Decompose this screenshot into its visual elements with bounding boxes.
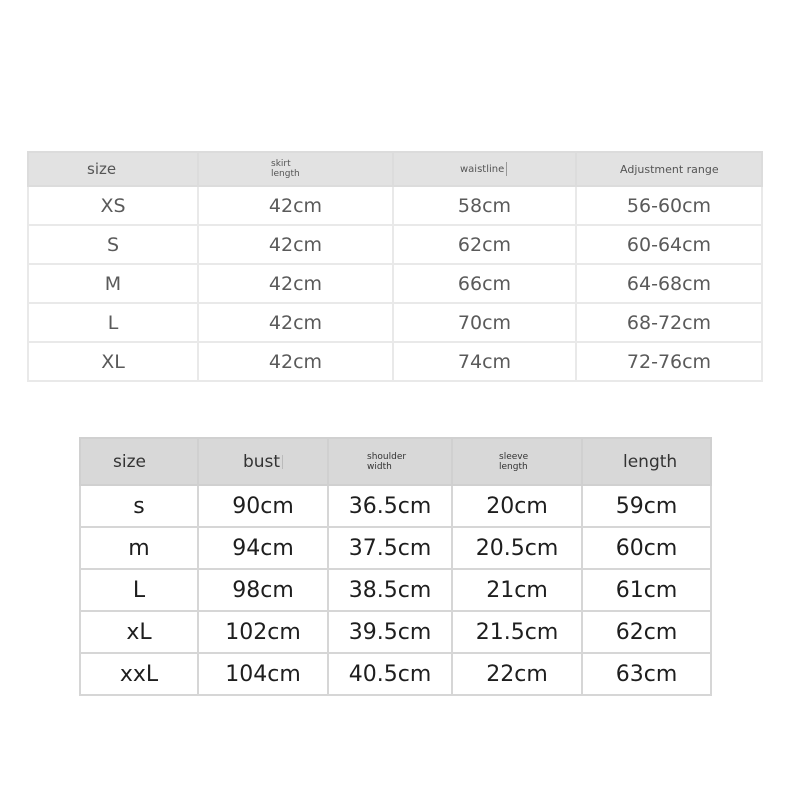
table-row — [80, 485, 711, 527]
table-row — [28, 303, 762, 342]
measurement-cell: 42cm — [198, 264, 393, 303]
header-skirt-length-line1: skirt — [271, 159, 291, 169]
size-cell: L — [28, 303, 198, 342]
size-cell: L — [80, 569, 198, 611]
size-cell: S — [28, 225, 198, 264]
measurement-cell: 36.5cm — [328, 485, 452, 527]
measurement-cell: 42cm — [198, 186, 393, 225]
measurement-cell: 59cm — [582, 485, 711, 527]
measurement-cell: 38.5cm — [328, 569, 452, 611]
text-cursor-mark — [506, 162, 507, 176]
table-row — [28, 225, 762, 264]
size-cell: XL — [28, 342, 198, 381]
header-size: size — [28, 152, 198, 186]
measurement-cell: 104cm — [198, 653, 328, 695]
measurement-cell: 102cm — [198, 611, 328, 653]
header-sleeve-length-line2: length — [499, 461, 528, 472]
measurement-cell: 64-68cm — [576, 264, 762, 303]
measurement-cell: 37.5cm — [328, 527, 452, 569]
header-sleeve-length-line1: sleeve — [499, 451, 529, 462]
header-bust-label: bust — [242, 451, 281, 472]
size-cell: XS — [28, 186, 198, 225]
measurement-cell: 20cm — [452, 485, 582, 527]
table-row — [28, 186, 762, 225]
size-cell: m — [80, 527, 198, 569]
measurement-cell: 60-64cm — [576, 225, 762, 264]
measurement-cell: 56-60cm — [576, 186, 762, 225]
measurement-cell: 22cm — [452, 653, 582, 695]
measurement-cell: 62cm — [393, 225, 576, 264]
measurement-cell: 42cm — [198, 342, 393, 381]
measurement-cell: 39.5cm — [328, 611, 452, 653]
size-cell: s — [80, 485, 198, 527]
header-length: length — [582, 438, 711, 485]
text-cursor-mark — [282, 455, 283, 469]
header-skirt-length-line2: length — [271, 169, 300, 179]
size-cell: M — [28, 264, 198, 303]
header-shoulder-width-line1: shoulder — [367, 451, 407, 462]
size-cell: xxL — [80, 653, 198, 695]
measurement-cell: 94cm — [198, 527, 328, 569]
measurement-cell: 40.5cm — [328, 653, 452, 695]
table-header-row — [80, 438, 711, 485]
table-row — [28, 264, 762, 303]
header-sleeve-length — [452, 438, 582, 485]
measurement-cell: 60cm — [582, 527, 711, 569]
header-adjustment-range: Adjustment range — [576, 152, 762, 186]
measurement-cell: 98cm — [198, 569, 328, 611]
measurement-cell: 20.5cm — [452, 527, 582, 569]
measurement-cell: 62cm — [582, 611, 711, 653]
header-waistline — [393, 152, 576, 186]
measurement-cell: 74cm — [393, 342, 576, 381]
table-row — [28, 342, 762, 381]
table-row — [80, 569, 711, 611]
measurement-cell: 42cm — [198, 303, 393, 342]
size-cell: xL — [80, 611, 198, 653]
measurement-cell: 90cm — [198, 485, 328, 527]
header-waistline-label: waistline — [460, 164, 505, 175]
top-size-table — [79, 437, 712, 696]
measurement-cell: 58cm — [393, 186, 576, 225]
header-size: size — [80, 438, 198, 485]
table-header-row — [28, 152, 762, 186]
measurement-cell: 70cm — [393, 303, 576, 342]
measurement-cell: 63cm — [582, 653, 711, 695]
measurement-cell: 21.5cm — [452, 611, 582, 653]
header-bust — [198, 438, 328, 485]
measurement-cell: 68-72cm — [576, 303, 762, 342]
table-row — [80, 611, 711, 653]
measurement-cell: 42cm — [198, 225, 393, 264]
table-row — [80, 527, 711, 569]
measurement-cell: 66cm — [393, 264, 576, 303]
measurement-cell: 72-76cm — [576, 342, 762, 381]
measurement-cell: 61cm — [582, 569, 711, 611]
header-shoulder-width-line2: width — [367, 461, 392, 472]
header-shoulder-width — [328, 438, 452, 485]
header-skirt-length — [198, 152, 393, 186]
skirt-size-table — [27, 151, 763, 382]
table-row — [80, 653, 711, 695]
measurement-cell: 21cm — [452, 569, 582, 611]
